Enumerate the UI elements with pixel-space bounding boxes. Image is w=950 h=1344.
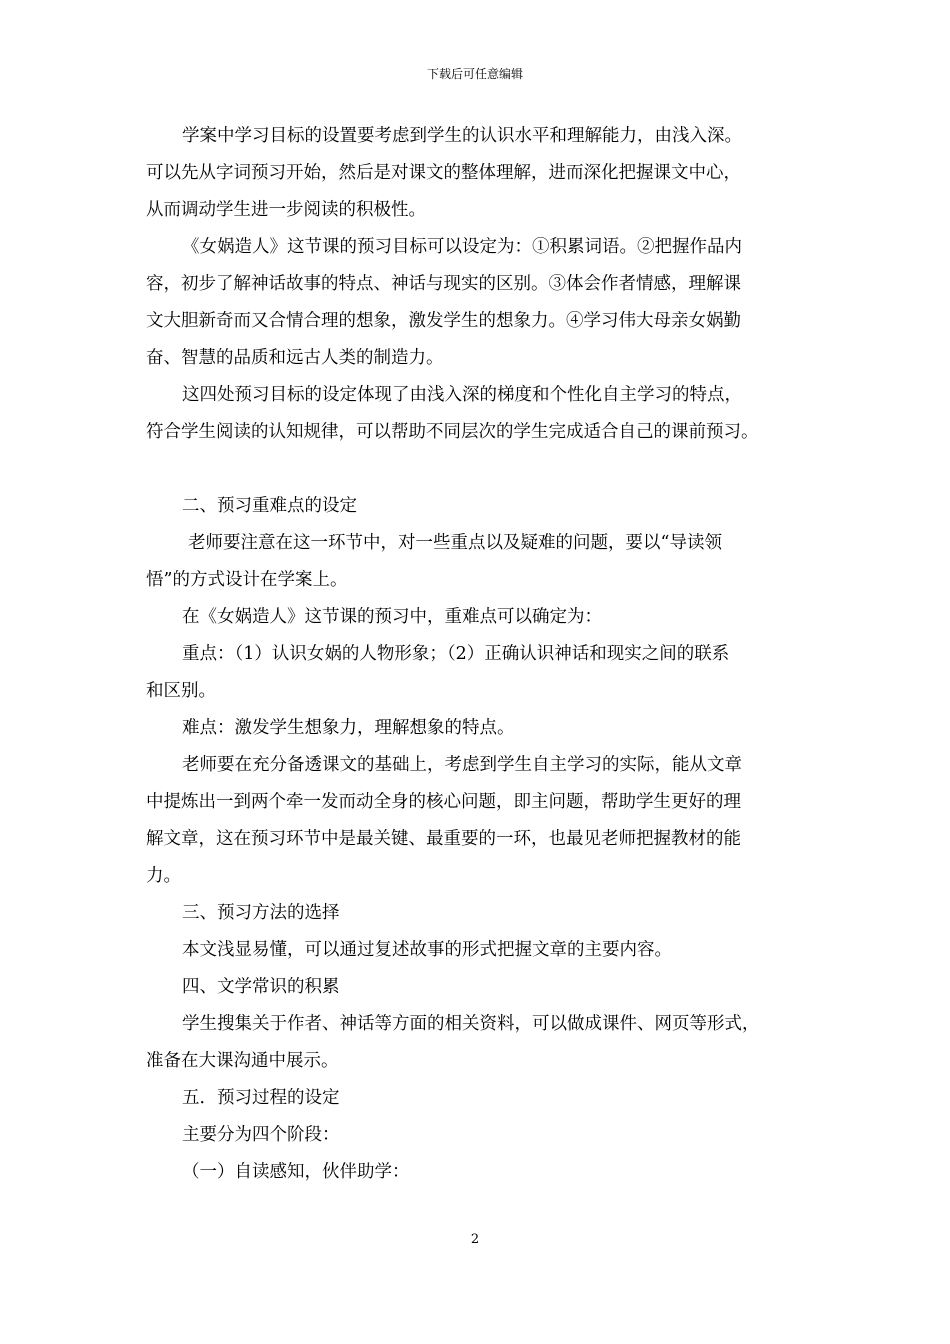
text-line: 从而调动学生进一步阅读的积极性。 [146, 200, 426, 220]
page-number: 2 [470, 1232, 480, 1247]
document-body [146, 118, 822, 1191]
paragraph-preview-goals [146, 229, 822, 377]
blank-line [146, 451, 822, 488]
heading-line: 二、预习重难点的设定 [182, 496, 357, 516]
paragraph-key-points-intro [146, 599, 822, 636]
heading-line: 五．预习过程的设定 [182, 1088, 340, 1108]
paragraph-teacher-note [146, 525, 822, 599]
paragraph-difficulties [146, 710, 822, 747]
text-line: （一）自读感知，伙伴助学： [182, 1162, 410, 1182]
text-line: 主要分为四个阶段： [182, 1125, 340, 1145]
heading-line: 三、预习方法的选择 [182, 903, 340, 923]
text-line: 力。 [146, 866, 181, 886]
text-line: 学生搜集关于作者、神话等方面的相关资料，可以做成课件、网页等形式， [182, 1014, 760, 1034]
text-line: 准备在大课沟通中展示。 [146, 1051, 339, 1071]
paragraph-methods [146, 932, 822, 969]
text-line: 符合学生阅读的认知规律，可以帮助不同层次的学生完成适合自己的课前预习。 [146, 422, 759, 442]
text-line: 和区别。 [146, 681, 216, 701]
text-line: 学案中学习目标的设置要考虑到学生的认识水平和理解能力，由浅入深。 [182, 126, 742, 146]
text-line: 中提炼出一到两个牵一发而动全身的核心问题，即主问题，帮助学生更好的理 [146, 792, 741, 812]
text-line: 文大胆新奇而又合情合理的想象，激发学生的想象力。④学习伟大母亲女娲勤 [146, 311, 741, 331]
text-line: 重点：（1）认识女娲的人物形象；（2）正确认识神话和现实之间的联系 [182, 644, 730, 664]
section-heading-literary-knowledge [146, 969, 822, 1006]
paragraph-stages [146, 1117, 822, 1154]
text-line: 老师要在充分备透课文的基础上，考虑到学生自主学习的实际，能从文章 [182, 755, 742, 775]
page-header: 下载后可任意编辑 [426, 67, 523, 81]
text-line: 悟”的方式设计在学案上。 [146, 570, 348, 590]
paragraph-literary-knowledge [146, 1006, 822, 1080]
text-line: 《女娲造人》这节课的预习目标可以设定为：①积累词语。②把握作品内 [182, 237, 742, 257]
text-line: 老师要注意在这一环节中，对一些重点以及疑难的问题，要以“导读领 [188, 533, 722, 553]
heading-line: 四、文学常识的积累 [182, 977, 340, 997]
text-line: 难点：激发学生想象力，理解想象的特点。 [182, 718, 515, 738]
paragraph-learning-goals [146, 118, 822, 229]
text-line: 这四处预习目标的设定体现了由浅入深的梯度和个性化自主学习的特点， [182, 385, 742, 405]
text-line: 可以先从字词预习开始，然后是对课文的整体理解，进而深化把握课文中心， [146, 163, 741, 183]
text-line: 在《女娲造人》这节课的预习中，重难点可以确定为： [182, 607, 602, 627]
text-line: 本文浅显易懂，可以通过复述故事的形式把握文章的主要内容。 [182, 940, 672, 960]
text-line: 解文章，这在预习环节中是最关键、最重要的一环，也最见老师把握教材的能 [146, 829, 741, 849]
text-line: 奋、智慧的品质和远古人类的制造力。 [146, 348, 444, 368]
paragraph-stage-one [146, 1154, 822, 1191]
text-line: 容，初步了解神话故事的特点、神话与现实的区别。③体会作者情感，理解课 [146, 274, 741, 294]
paragraph-main-question [146, 747, 822, 895]
paragraph-goal-gradient [146, 377, 822, 451]
section-heading-process [146, 1080, 822, 1117]
paragraph-key-points [146, 636, 822, 710]
section-heading-key-points [146, 488, 822, 525]
section-heading-methods [146, 895, 822, 932]
